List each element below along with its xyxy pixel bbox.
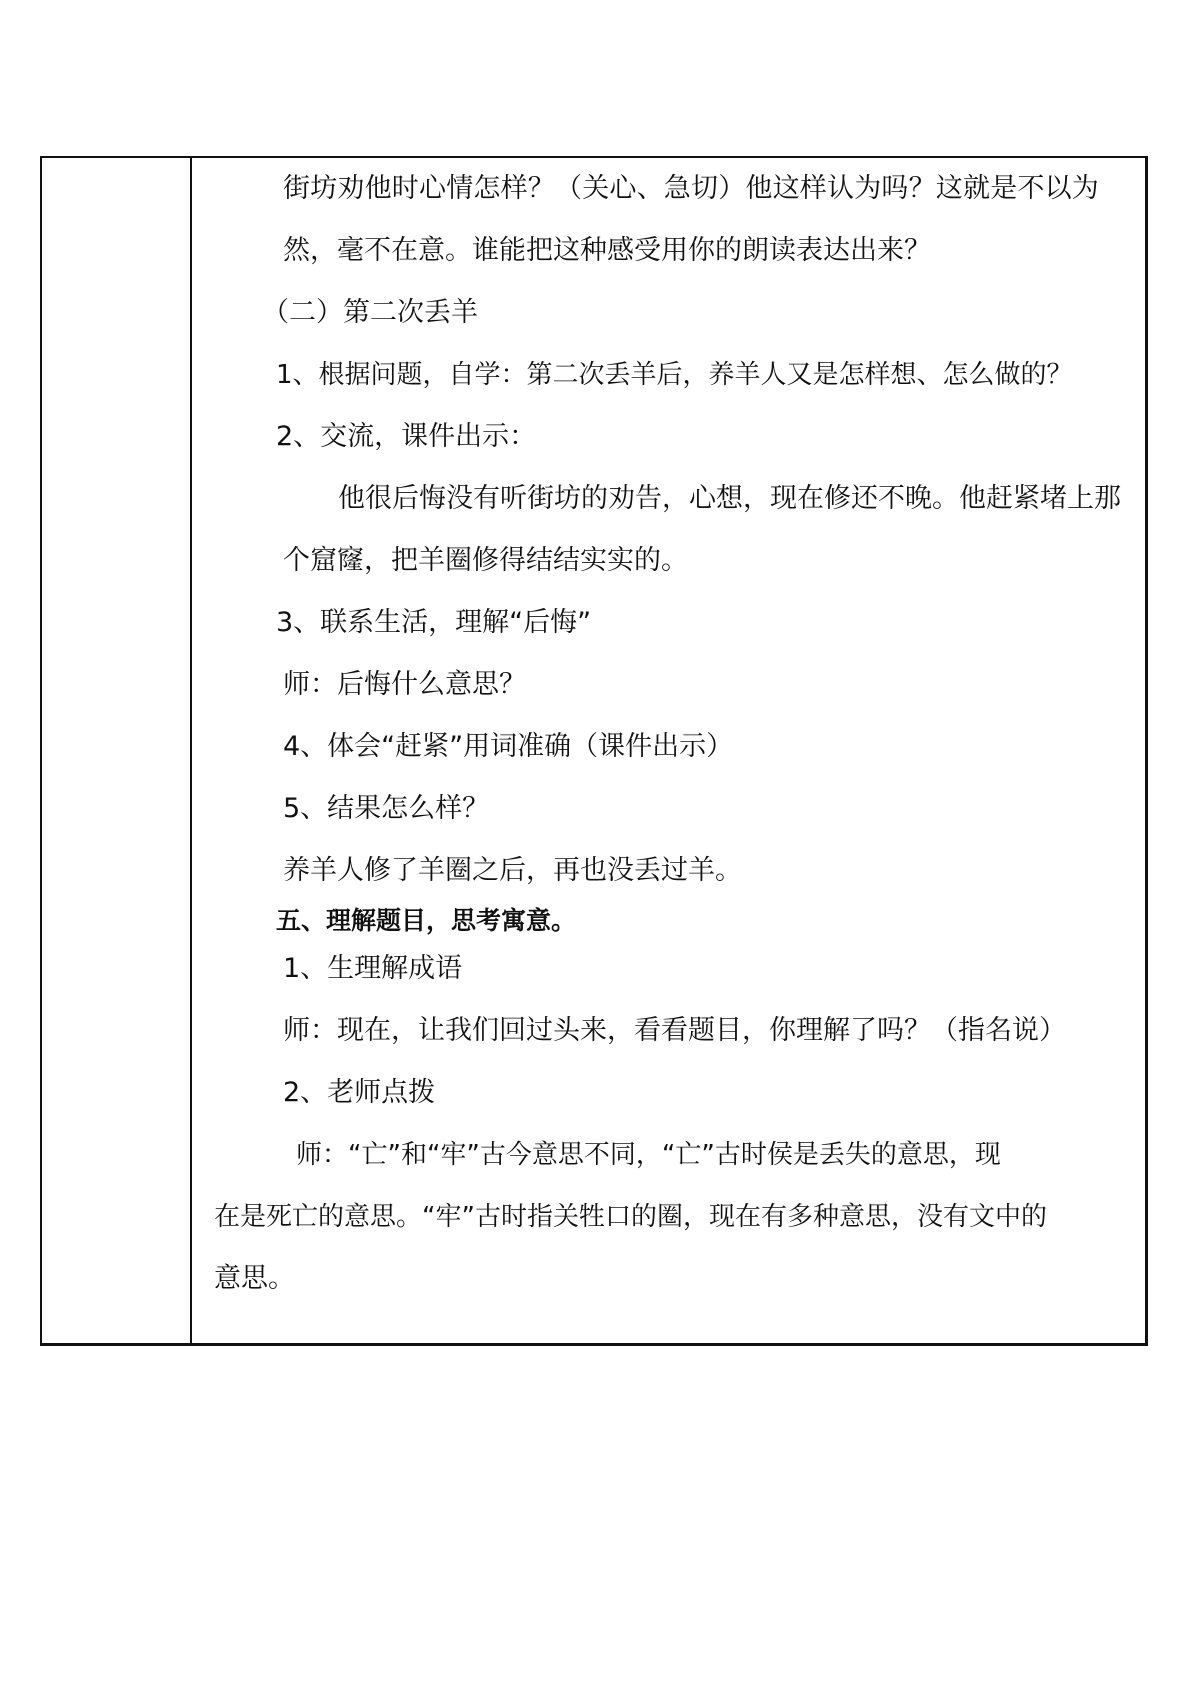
text-line: 师：“亡”和“牢”古今意思不同，“亡”古时侯是丢失的意思，现 xyxy=(296,1140,1001,1170)
text-line: 养羊人修了羊圈之后，再也没丢过羊。 xyxy=(283,855,742,886)
text-line: 师：后悔什么意思？ xyxy=(283,669,526,700)
text-line: 街坊劝他时心情怎样？（关心、急切）他这样认为吗？这就是不以为 xyxy=(283,173,1099,204)
text-line: 2、老师点拨 xyxy=(283,1077,436,1108)
text-line: 师：现在，让我们回过头来，看看题目，你理解了吗？（指名说） xyxy=(283,1015,1066,1046)
text-line: 2、交流，课件出示： xyxy=(276,421,537,452)
text-line: 1、根据问题，自学：第二次丢羊后，养羊人又是怎样想、怎么做的？ xyxy=(276,360,1073,390)
courseware-quote: 个窟窿，把羊圈修得结结实实的。 xyxy=(283,545,688,576)
section-heading: 五、理解题目，思考寓意。 xyxy=(276,906,577,935)
text-line: 3、联系生活，理解“后悔” xyxy=(276,607,592,638)
table-column-divider xyxy=(190,156,192,1346)
text-line: 意思。 xyxy=(214,1263,295,1294)
text-line: 然，毫不在意。谁能把这种感受用你的朗读表达出来？ xyxy=(283,235,931,266)
text-line: 5、结果怎么样？ xyxy=(283,793,490,824)
text-line: 1、生理解成语 xyxy=(283,953,463,984)
courseware-quote: 他很后悔没有听街坊的劝告，心想，现在修还不晚。他赶紧堵上那 xyxy=(338,483,1121,514)
text-line: 4、体会“赶紧”用词准确（课件出示） xyxy=(283,731,734,762)
section-heading: （二）第二次丢羊 xyxy=(262,297,478,328)
text-line: 在是死亡的意思。“牢”古时指关牲口的圈，现在有多种意思，没有文中的 xyxy=(214,1202,1047,1232)
